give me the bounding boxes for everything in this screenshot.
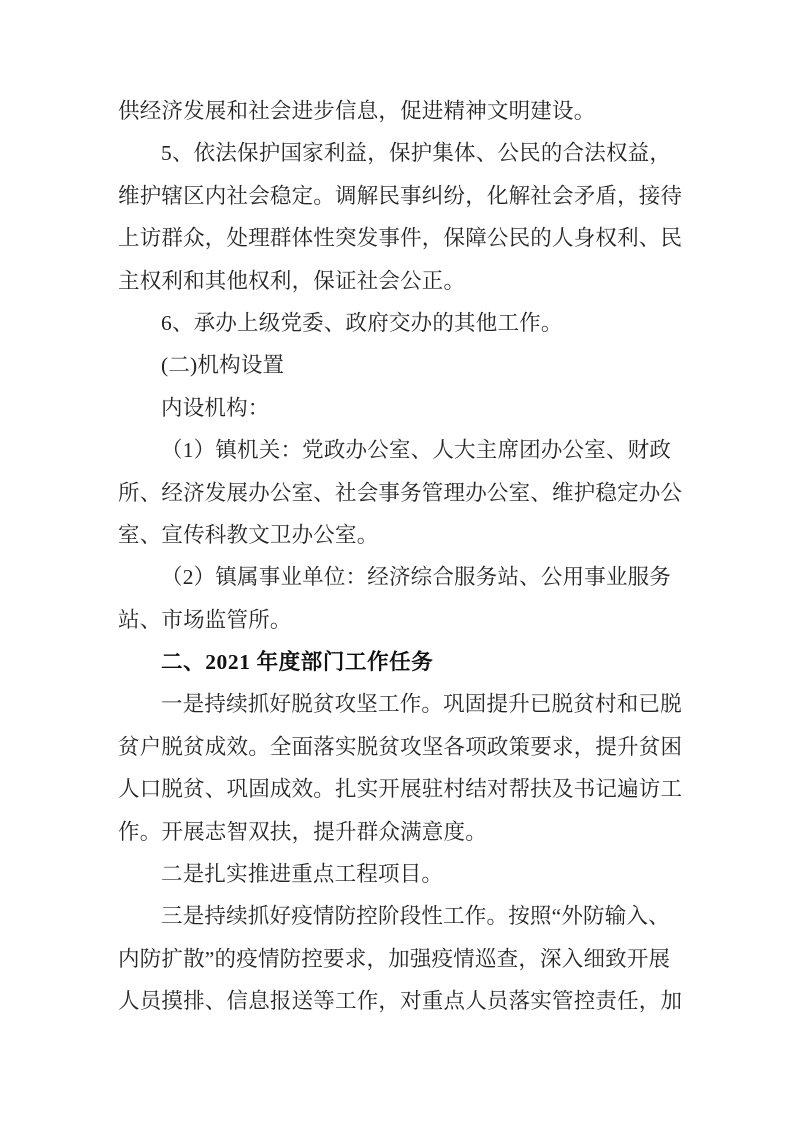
document-line: 人口脱贫、巩固成效。扎实开展驻村结对帮扶及书记遍访工 bbox=[118, 777, 683, 802]
document-line: 站、市场监管所。 bbox=[118, 607, 292, 632]
document-line: 主权利和其他权利，保证社会公正。 bbox=[118, 268, 466, 293]
document-line: 上访群众，处理群体性突发事件，保障公民的人身权利、民 bbox=[118, 226, 683, 251]
section-heading-line: 二、2021 年度部门工作任务 bbox=[161, 650, 434, 675]
document-line: 室、宣传科教文卫办公室。 bbox=[118, 522, 379, 547]
document-line: 5、依法保护国家利益，保护集体、公民的合法权益， bbox=[161, 141, 672, 166]
document-line: 维护辖区内社会稳定。调解民事纠纷，化解社会矛盾，接待 bbox=[118, 183, 683, 208]
document-line: （2）镇属事业单位：经济综合服务站、公用事业服务 bbox=[161, 565, 672, 590]
document-line: 人员摸排、信息报送等工作，对重点人员落实管控责任，加 bbox=[118, 989, 683, 1014]
text-block bbox=[118, 90, 718, 1023]
document-line: 作。开展志智双扶，提升群众满意度。 bbox=[118, 819, 487, 844]
document-line: 二是扎实推进重点工程项目。 bbox=[161, 862, 444, 887]
document-line: 三是持续抓好疫情防控阶段性工作。按照“外防输入、 bbox=[161, 904, 670, 929]
document-line: 所、经济发展办公室、社会事务管理办公室、维护稳定办公 bbox=[118, 480, 683, 505]
document-line: （1）镇机关：党政办公室、人大主席团办公室、财政 bbox=[161, 438, 672, 463]
document-line: 一是持续抓好脱贫攻坚工作。巩固提升已脱贫村和已脱 bbox=[161, 692, 682, 717]
document-line: 内防扩散”的疫情防控要求，加强疫情巡查，深入细致开展 bbox=[118, 946, 671, 971]
document-line: 6、承办上级党委、政府交办的其他工作。 bbox=[161, 310, 563, 335]
document-line: (二)机构设置 bbox=[161, 353, 285, 378]
document-line: 内设机构： bbox=[161, 395, 270, 420]
document-line: 贫户脱贫成效。全面落实脱贫攻坚各项政策要求，提升贫困 bbox=[118, 734, 683, 759]
document-line: 供经济发展和社会进步信息，促进精神文明建设。 bbox=[118, 99, 596, 123]
